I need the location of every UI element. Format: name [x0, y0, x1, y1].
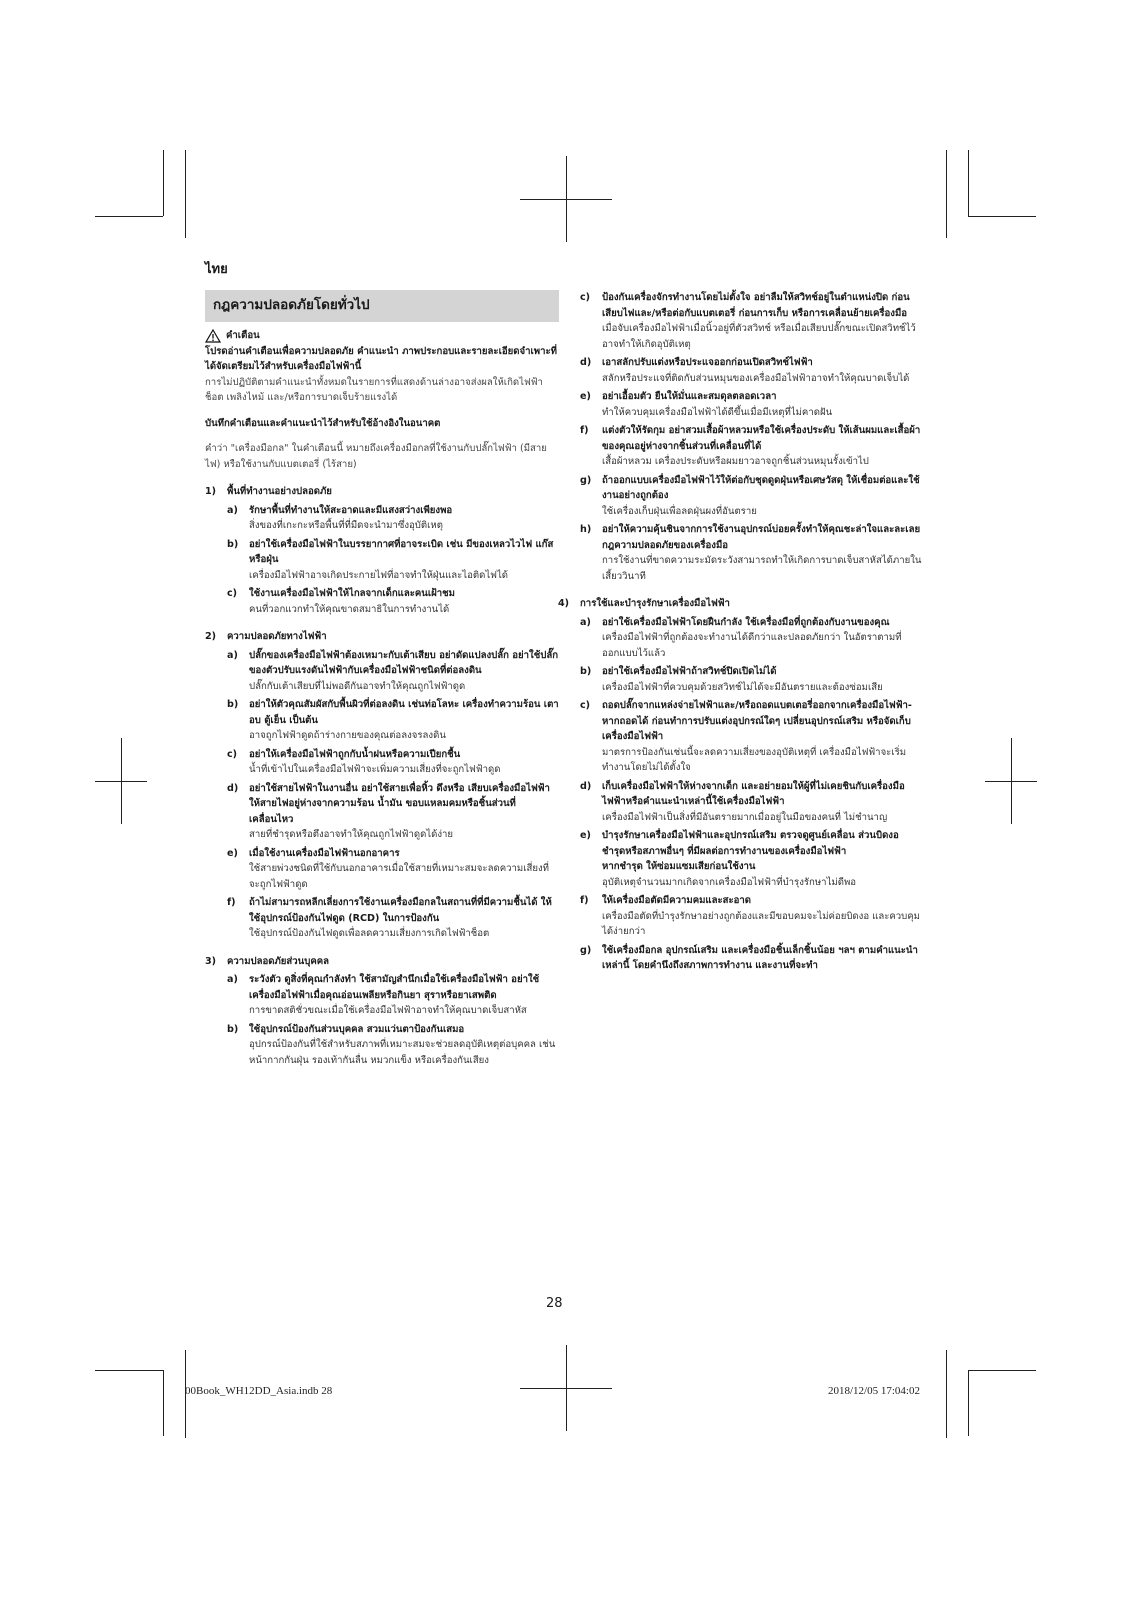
section-number: 4) — [558, 598, 570, 609]
item-letter: b) — [227, 699, 239, 710]
item-letter: c) — [580, 292, 591, 303]
item-letter: e) — [227, 847, 238, 859]
warning-triangle-icon — [205, 329, 221, 343]
crop-mark — [520, 199, 612, 200]
item-title: อย่าให้ตัวคุณสัมผัสกับพื้นผิวที่ต่อลงดิน เช่นท่อโลหะ เครื่องทำความร้อน เตาอบ ตู้เย็น เป็นต้น — [249, 699, 559, 726]
item-title: อย่าใช้เครื่องมือไฟฟ้าในบรรยากาศที่อาจระเบิด เช่น มีของเหลวไวไฟ แก๊สหรือฝุ่น — [249, 538, 554, 565]
banner-title: กฎความปลอดภัยโดยทั่วไป — [213, 297, 370, 314]
item-title: รักษาพื้นที่ทำงานให้สะอาดและมีแสงสว่างเพียงพอ — [249, 504, 453, 516]
crop-mark — [968, 1370, 1036, 1371]
list-item — [580, 615, 924, 662]
item-letter: g) — [580, 474, 592, 486]
item-letter: c) — [227, 588, 238, 599]
section-3-continued — [580, 290, 924, 584]
item-letter: a) — [227, 974, 238, 985]
warning-text: การไม่ปฏิบัติตามคำแนะนำทั้งหมดในรายการที่แสดงด้านล่างอาจส่งผลให้เกิดไฟฟ้าช็อต เพลิงไหม้ และ/หรือการบาดเจ็บร้ายแรงได้ — [205, 376, 543, 403]
item-title: อย่าใช้เครื่องมือไฟฟ้าโดยฝืนกำลัง ใช้เครื่องมือที่ถูกต้องกับงานของคุณ — [602, 616, 890, 628]
section-number: 3) — [205, 955, 217, 967]
language-label: ไทย — [205, 262, 228, 277]
item-body — [249, 895, 559, 942]
crop-mark — [985, 781, 1037, 782]
crop-mark — [520, 1388, 612, 1389]
crop-mark — [95, 216, 163, 217]
item-description: มาตรการป้องกันเช่นนี้จะลดความเสี่ยงของอุบัติเหตุที่ เครื่องมือไฟฟ้าจะเริ่มทำงานโดยไม่ได้ตั้งใจ — [602, 746, 907, 773]
item-body — [602, 664, 924, 695]
right-column — [558, 290, 924, 974]
item-body — [602, 355, 924, 386]
save-heading: บันทึกคำเตือนและคำแนะนำไว้สำหรับใช้อ้างอิงในอนาคต — [205, 417, 441, 429]
item-title: ป้องกันเครื่องจักรทำงานโดยไม่ตั้งใจ อย่าลืมให้สวิทช์อยู่ในตำแหน่งปิด ก่อนเสียบไฟและ/หรือต่อกับแบตเตอรี่ ก่อนการเก็บ หรือการเคลื่อนย้ายเครื่องมือ — [602, 292, 910, 319]
crop-mark — [95, 1370, 163, 1371]
left-column — [205, 290, 559, 1068]
item-title: ใช้อุปกรณ์ป้องกันส่วนบุคคล สวมแว่นตาป้องกันเสมอ — [249, 1023, 465, 1035]
item-title: หากชำรุด ให้ซ่อมแซมเสียก่อนใช้งาน — [602, 861, 756, 872]
item-title: บำรุงรักษาเครื่องมือไฟฟ้าและอุปกรณ์เสริม ตรวจดูศูนย์เคลื่อน ส่วนบิดงอ ชำรุดหรือสภาพอื่นๆ ที่มีผลต่อการทำงานของเครื่องมือไฟฟ้า — [602, 830, 899, 857]
section-banner — [205, 290, 559, 322]
item-title: ให้เครื่องมือตัดมีความคมและสะอาด — [602, 895, 752, 906]
crop-mark — [185, 150, 186, 238]
page-number: 28 — [546, 1296, 563, 1311]
list-item — [580, 664, 924, 695]
list-item — [227, 503, 559, 534]
list-item — [580, 779, 924, 826]
item-title: เมื่อใช้งานเครื่องมือไฟฟ้านอกอาคาร — [249, 847, 400, 859]
item-letter: a) — [580, 616, 591, 628]
item-body — [249, 781, 559, 843]
list-item — [227, 747, 559, 778]
section-heading — [205, 484, 559, 500]
item-letter: b) — [227, 1023, 239, 1035]
warning-bold-text: โปรดอ่านคำเตือนเพื่อความปลอดภัย คำแนะนำ ภาพประกอบและรายละเอียดจำเพาะที่ได้จัดเตรียมไว้สำหรับเครื่องมือไฟฟ้านี้ — [205, 345, 557, 372]
section-title: พื้นที่ทำงานอย่างปลอดภัย — [227, 486, 332, 497]
list-item — [227, 846, 559, 893]
item-description: การขาดสติชั่วขณะเมื่อใช้เครื่องมือไฟฟ้าอาจทำให้คุณบาดเจ็บสาหัส — [249, 1005, 527, 1016]
item-body — [249, 697, 559, 744]
item-body — [602, 389, 924, 420]
list-item — [580, 473, 924, 520]
item-letter: d) — [580, 780, 592, 792]
list-item — [580, 290, 924, 352]
item-title: ระวังตัว ดูสิ่งที่คุณกำลังทำ ใช้สามัญสำนึกเมื่อใช้เครื่องมือไฟฟ้า อย่าใช้เครื่องมือไฟฟ้าเมื่อคุณอ่อนเพลียหรือกินยา สุราหรือยาเสพติด — [249, 974, 540, 1001]
list-item — [227, 972, 559, 1019]
item-title: อย่าให้ความคุ้นชินจากการใช้งานอุปกรณ์บ่อยครั้งทำให้คุณชะล่าใจและละเลยกฎความปลอดภัยของเครื่องมือ — [602, 524, 921, 551]
item-letter: f) — [580, 895, 589, 906]
warning-heading — [205, 328, 559, 344]
list-item — [227, 1022, 559, 1069]
left-sections — [205, 484, 559, 1068]
item-body — [602, 698, 924, 776]
list-item — [227, 586, 559, 617]
item-description: น้ำที่เข้าไปในเครื่องมือไฟฟ้าจะเพิ่มความเสี่ยงที่จะถูกไฟฟ้าดูด — [249, 764, 501, 775]
item-title: อย่าเอื้อมตัว ยืนให้มั่นและสมดุลตลอดเวลา — [602, 391, 777, 402]
crop-mark — [163, 1370, 164, 1436]
item-body — [602, 522, 924, 584]
item-description: อุบัติเหตุจำนวนมากเกิดจากเครื่องมือไฟฟ้าที่บำรุงรักษาไม่ดีพอ — [602, 876, 857, 888]
item-description: เครื่องมือไฟฟ้าที่ถูกต้องจะทำงานได้ดีกว่าและปลอดภัยกว่า ในอัตราตามที่ออกแบบไว้แล้ว — [602, 632, 902, 659]
item-body — [249, 1022, 559, 1069]
item-description: สายที่ชำรุดหรือตึงอาจทำให้คุณถูกไฟฟ้าดูดได้ง่าย — [249, 829, 454, 840]
crop-mark — [968, 150, 969, 216]
item-body — [602, 943, 924, 974]
item-description: การใช้งานที่ขาดความระมัดระวังสามารถทำให้เกิดการบาดเจ็บสาหัสได้ภายในเสี้ยววินาที — [602, 555, 922, 582]
crop-mark — [946, 1350, 947, 1438]
item-description: เครื่องมือไฟฟ้าเป็นสิ่งที่มีอันตรายมากเมื่ออยู่ในมือของคนที่ ไม่ชำนาญ — [602, 811, 888, 823]
item-letter: d) — [580, 357, 592, 368]
item-description: เครื่องมือไฟฟ้าที่ควบคุมด้วยสวิทช์ไม่ได้จะมีอันตรายและต้องซ่อมเสีย — [602, 681, 883, 693]
item-letter: b) — [227, 538, 239, 550]
item-description: ใช้อุปกรณ์ป้องกันไฟดูดเพื่อลดความเสี่ยงการเกิดไฟฟ้าช็อต — [249, 928, 490, 939]
section-heading — [205, 954, 559, 970]
item-letter: a) — [227, 649, 238, 661]
item-title: เก็บเครื่องมือไฟฟ้าให้ห่างจากเด็ก และอย่ายอมให้ผู้ที่ไม่เคยชินกับเครื่องมือไฟฟ้าหรือคำแนะนำเหล่านี้ใช้เครื่องมือไฟฟ้า — [602, 780, 905, 807]
footer-file: 00Book_WH12DD_Asia.indb 28 — [185, 1385, 333, 1397]
item-body — [249, 537, 559, 584]
item-letter: b) — [580, 666, 592, 677]
item-letter: f) — [580, 425, 589, 436]
list-item — [227, 781, 559, 843]
item-title: ถ้าไม่สามารถหลีกเลี่ยงการใช้งานเครื่องมือกลในสถานที่ที่มีความชื้นได้ ให้ใช้อุปกรณ์ป้องกันไฟดูด (RCD) ในการป้องกัน — [249, 897, 552, 924]
item-body — [602, 615, 924, 662]
list-item — [227, 537, 559, 584]
list-item — [580, 389, 924, 420]
item-body — [249, 747, 559, 778]
section-number: 2) — [205, 631, 217, 642]
item-body — [249, 972, 559, 1019]
item-description: อาจถูกไฟฟ้าดูดถ้าร่างกายของคุณต่อลงจรลงดิน — [249, 730, 446, 741]
item-body — [249, 846, 559, 893]
crop-mark — [946, 150, 947, 238]
section-title: ความปลอดภัยส่วนบุคคล — [227, 955, 330, 967]
section-number: 1) — [205, 486, 217, 497]
list-item — [580, 423, 924, 470]
item-body — [249, 586, 559, 617]
item-description: เมื่อจับเครื่องมือไฟฟ้าเมื่อนิ้วอยู่ที่ตัวสวิทช์ หรือเมื่อเสียบปลั๊กขณะเปิดสวิทช์ไว้อาจทำให้เกิดอุบัติเหตุ — [602, 323, 916, 350]
item-body — [249, 503, 559, 534]
section-heading — [558, 596, 924, 612]
item-title: ใช้เครื่องมือกล อุปกรณ์เสริม และเครื่องมือชิ้นเล็กชิ้นน้อย ฯลฯ ตามคำแนะนำเหล่านี้ โดยคำนึงถึงสภาพการทำงาน และงานที่จะทำ — [602, 944, 918, 971]
item-letter: f) — [227, 897, 236, 908]
list-item — [580, 893, 924, 940]
item-description: อุปกรณ์ป้องกันที่ใช้สำหรับสภาพที่เหมาะสมจะช่วยลดอุบัติเหตุต่อบุคคล เช่น หน้ากากกันฝุ่น รองเท้ากันลื่น หมวกแข็ง หรือเครื่องกันเสียง — [249, 1039, 556, 1066]
item-title: แต่งตัวให้รัดกุม อย่าสวมเสื้อผ้าหลวมหรือใช้เครื่องประดับ ให้เส้นผมและเสื้อผ้าของคุณอยู่ห่างจากชิ้นส่วนที่เคลื่อนที่ได้ — [602, 425, 921, 452]
section-heading — [205, 629, 559, 645]
item-title: เอาสลักปรับแต่งหรือประแจออกก่อนเปิดสวิทช์ไฟฟ้า — [602, 357, 813, 368]
item-letter: e) — [580, 391, 591, 402]
item-letter: a) — [227, 504, 238, 516]
list-item — [227, 697, 559, 744]
item-title: ปลั๊กของเครื่องมือไฟฟ้าต้องเหมาะกับเต้าเสียบ อย่าดัดแปลงปลั๊ก อย่าใช้ปลั๊กของตัวปรับแรงดันไฟฟ้ากับเครื่องมือไฟฟ้าชนิดที่ต่อลงดิน — [249, 649, 559, 676]
item-body — [602, 828, 924, 890]
item-title: ถ้าออกแบบเครื่องมือไฟฟ้าไว้ให้ต่อกับชุดดูดฝุ่นหรือเศษวัสดุ ให้เชื่อมต่อและใช้งานอย่างถูกต้อง — [602, 474, 920, 501]
item-body — [249, 648, 559, 695]
item-description: เครื่องมือตัดที่บำรุงรักษาอย่างถูกต้องและมีขอบคมจะไม่ค่อยบิดงอ และควบคุมได้ง่ายกว่า — [602, 910, 920, 937]
list-item — [580, 828, 924, 890]
item-title: ใช้งานเครื่องมือไฟฟ้าให้ไกลจากเด็กและคนเฝ้าชม — [249, 588, 455, 599]
item-letter: e) — [580, 830, 591, 841]
item-title: อย่าใช้เครื่องมือไฟฟ้าถ้าสวิทช์ปิดเปิดไม่ได้ — [602, 666, 777, 677]
section-title: ความปลอดภัยทางไฟฟ้า — [227, 631, 327, 642]
item-description: เสื้อผ้าหลวม เครื่องประดับหรือผมยาวอาจถูกชิ้นส่วนหมุนรั้งเข้าไป — [602, 456, 869, 467]
list-item — [580, 355, 924, 386]
item-description: ทำให้ควบคุมเครื่องมือไฟฟ้าได้ดีขึ้นเมื่อมีเหตุที่ไม่คาดฝัน — [602, 406, 833, 418]
item-title: อย่าใช้สายไฟฟ้าในงานอื่น อย่าใช้สายเพื่อหิ้ว ดึงหรือ เสียบเครื่องมือไฟฟ้า ให้สายไฟอยู่ห่างจากความร้อน น้ำมัน ขอบแหลมคมหรือชิ้นส่วนที่เคลื่อนไหว — [249, 782, 550, 825]
warning-label: คำเตือน — [226, 330, 260, 341]
item-description: ใช้สายพ่วงชนิดที่ใช้กับนอกอาคารเมื่อใช้สายที่เหมาะสมจะลดความเสี่ยงที่จะถูกไฟฟ้าดูด — [249, 863, 549, 890]
item-description: คนที่วอกแวกทำให้คุณขาดสมาธิในการทำงานได้ — [249, 603, 450, 615]
item-letter: g) — [580, 944, 592, 956]
item-body — [602, 893, 924, 940]
item-description: ใช้เครื่องเก็บฝุ่นเพื่อลดฝุ่นผงที่อันตราย — [602, 505, 757, 517]
list-item — [227, 648, 559, 695]
item-letter: c) — [227, 748, 238, 760]
crop-mark — [95, 781, 147, 782]
item-letter: d) — [227, 782, 239, 794]
item-letter: h) — [580, 524, 592, 535]
item-description: ปลั๊กกับเต้าเสียบที่ไม่พอดีกันอาจทำให้คุณถูกไฟฟ้าดูด — [249, 680, 466, 692]
crop-mark — [163, 150, 164, 216]
footer-timestamp: 2018/12/05 17:04:02 — [828, 1385, 920, 1397]
section-4 — [558, 596, 924, 974]
item-description: สิ่งของที่เกะกะหรือพื้นที่ที่มืดจะนำมาซึ่งอุบัติเหตุ — [249, 520, 443, 531]
item-title: ถอดปลั๊กจากแหล่งจ่ายไฟฟ้าและ/หรือถอดแบตเตอรี่ออกจากเครื่องมือไฟฟ้า-หากถอดได้ ก่อนทำการปรับแต่งอุปกรณ์ใดๆ เปลี่ยนอุปกรณ์เสริม หรือจัดเก็บเครื่องมือไฟฟ้า — [602, 700, 912, 742]
item-description: สลักหรือประแจที่ติดกับส่วนหมุนของเครื่องมือไฟฟ้าอาจทำให้คุณบาดเจ็บได้ — [602, 372, 910, 384]
section-title: การใช้และบำรุงรักษาเครื่องมือไฟฟ้า — [580, 598, 730, 609]
crop-mark — [968, 216, 1036, 217]
list-item — [580, 943, 924, 974]
item-body — [602, 779, 924, 826]
crop-mark — [968, 1370, 969, 1436]
list-item — [227, 895, 559, 942]
list-item — [580, 698, 924, 776]
item-description: เครื่องมือไฟฟ้าอาจเกิดประกายไฟที่อาจทำให้ฝุ่นและไอติดไฟได้ — [249, 569, 509, 581]
term-definition: คำว่า "เครื่องมือกล" ในคำเตือนนี้ หมายถึงเครื่องมือกลที่ใช้งานกับปลั๊กไฟฟ้า (มีสายไฟ) หรือใช้งานกับแบตเตอรี่ (ไร้สาย) — [205, 443, 547, 470]
item-body — [602, 290, 924, 352]
item-title: อย่าให้เครื่องมือไฟฟ้าถูกกับน้ำฝนหรือความเปียกชื้น — [249, 748, 461, 760]
item-letter: c) — [580, 700, 591, 711]
list-item — [580, 522, 924, 584]
item-body — [602, 423, 924, 470]
item-body — [602, 473, 924, 520]
